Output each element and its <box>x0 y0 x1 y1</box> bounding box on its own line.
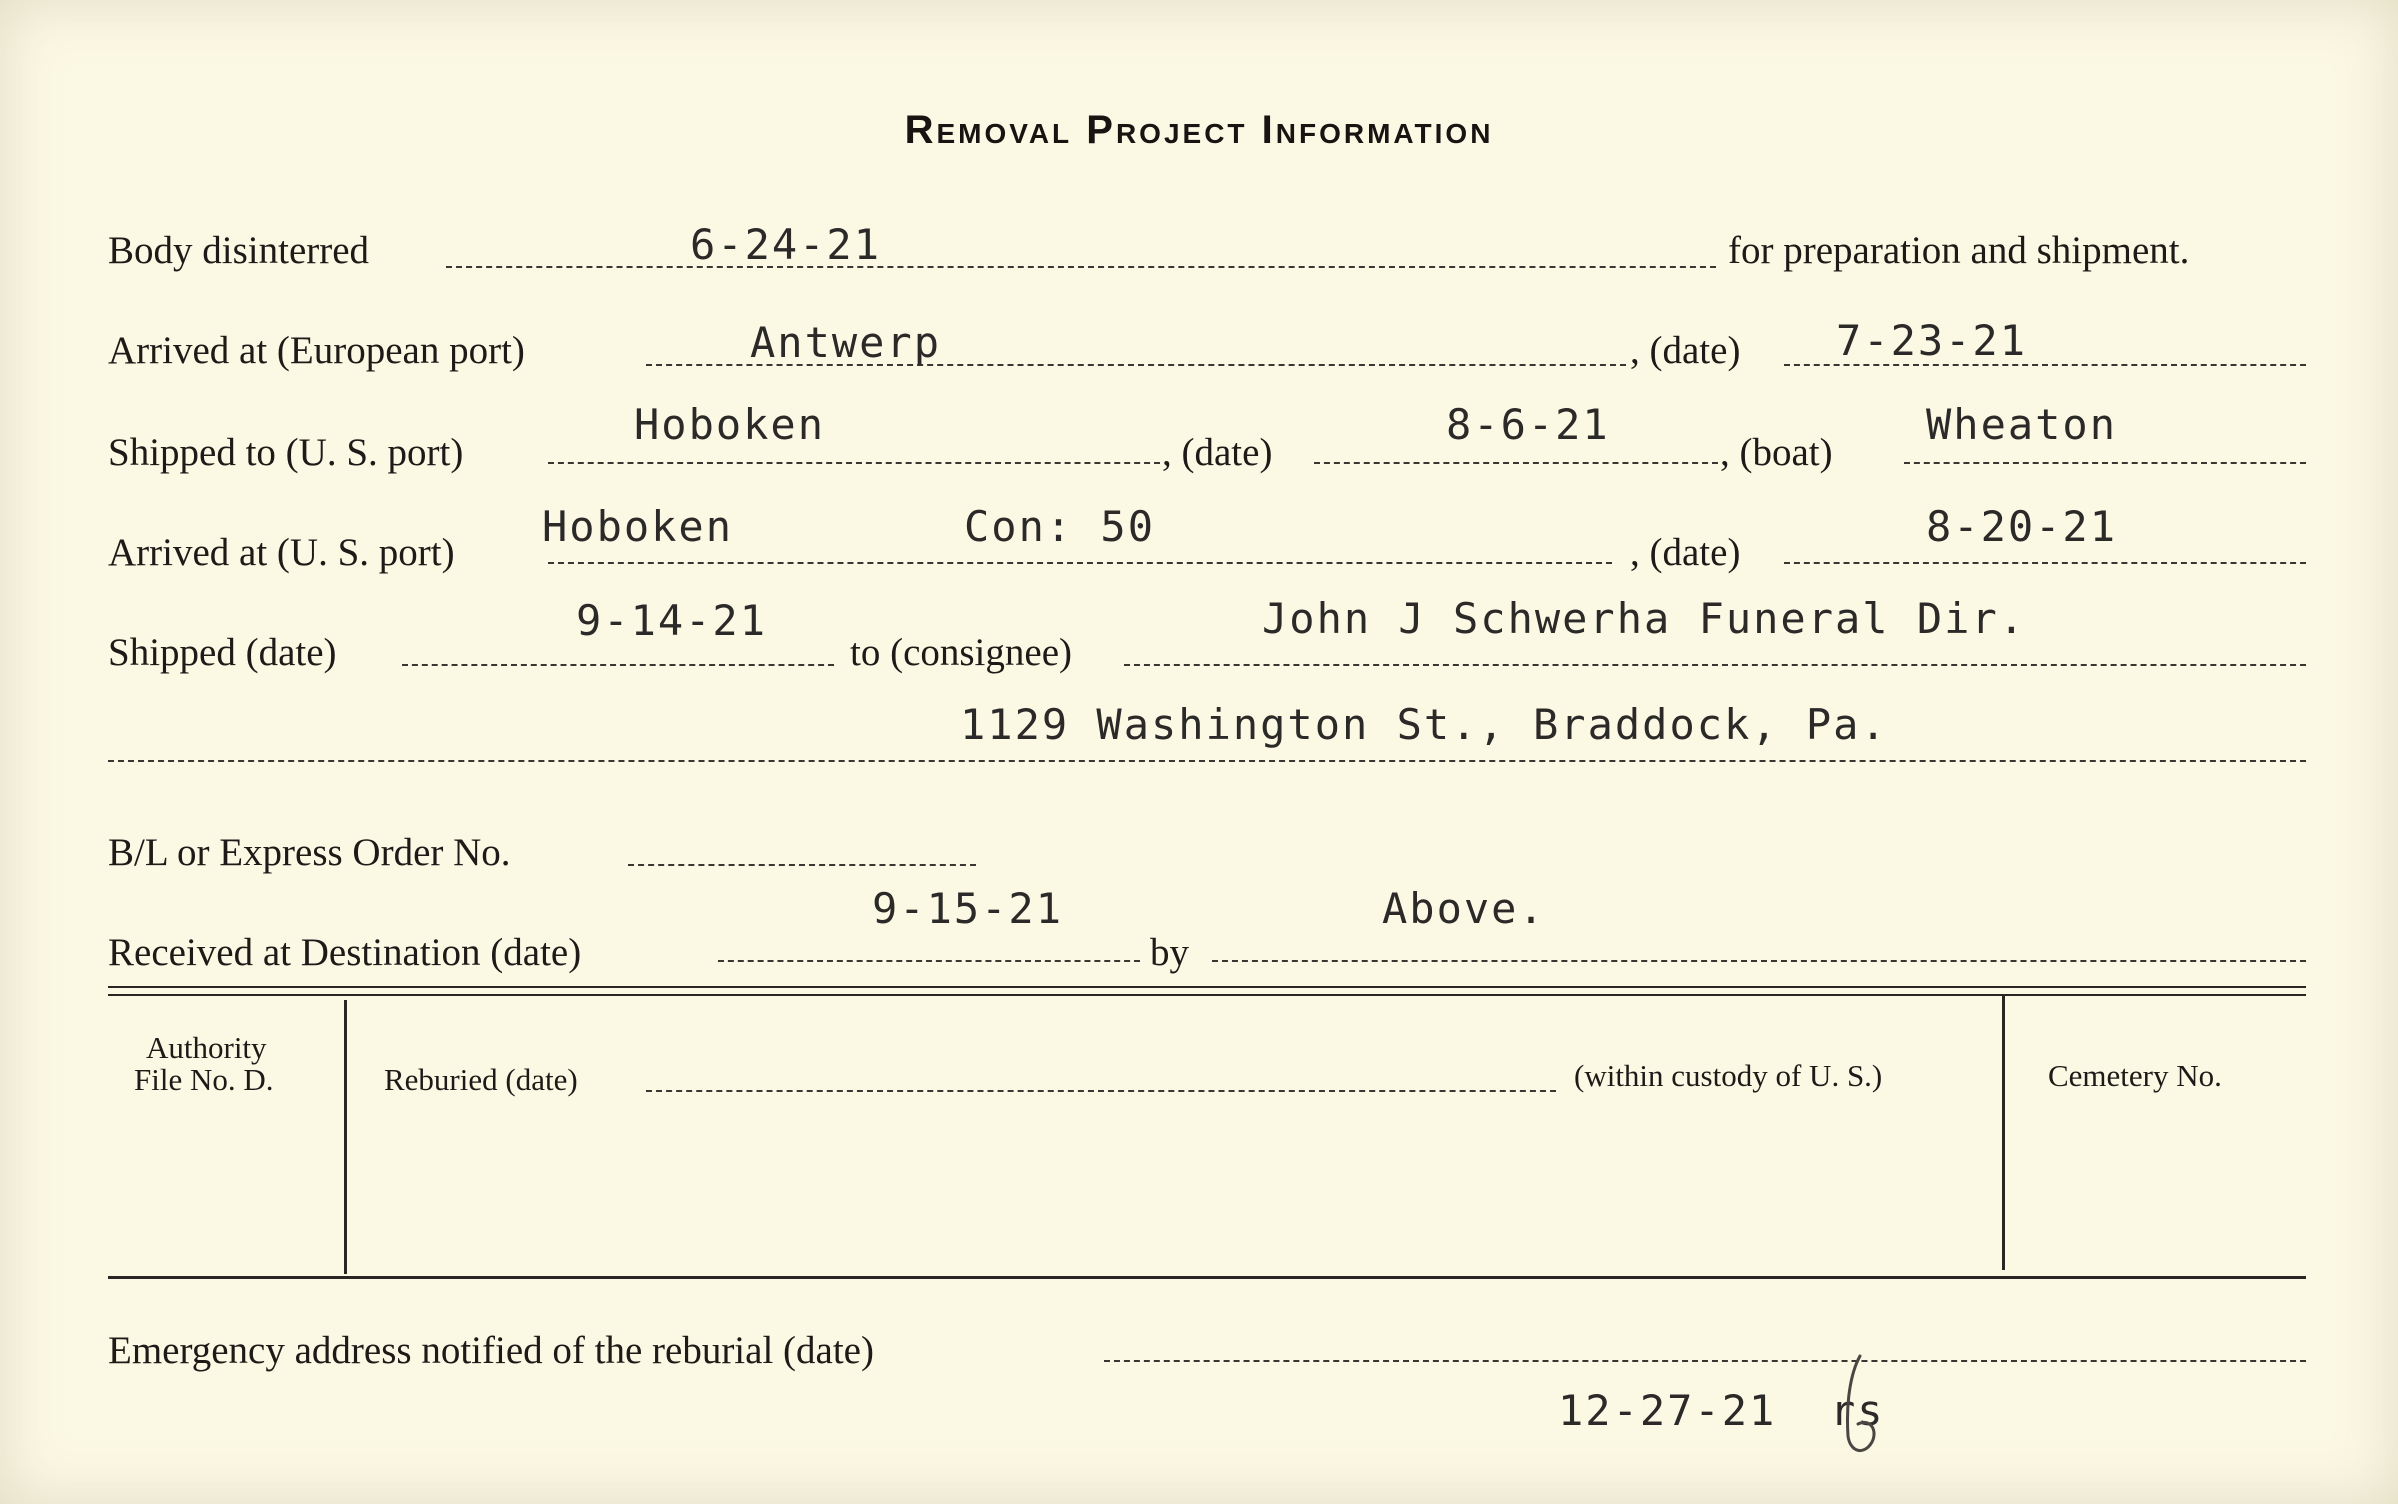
label-cemetery-no: Cemetery No. <box>2048 1058 2222 1093</box>
value-shipped-out-date: 9-14-21 <box>576 596 768 645</box>
label-date-2: , (date) <box>1162 431 1273 474</box>
handwritten-mark-icon <box>1820 1344 1900 1464</box>
line-bl-express <box>628 864 976 866</box>
value-us-port-arrived: Hoboken <box>542 502 734 551</box>
form-title: Removal Project Information <box>904 108 1494 152</box>
label-to-consignee: to (consignee) <box>850 631 1073 674</box>
line-shipped-date <box>1314 462 1718 464</box>
label-shipped-to-us: Shipped to (U. S. port) <box>108 431 464 474</box>
line-shipped-out-date <box>402 664 834 666</box>
label-date-3: , (date) <box>1630 531 1741 574</box>
value-consignee-address: 1129 Washington St., Braddock, Pa. <box>960 700 1888 749</box>
line-received-date <box>718 960 1140 962</box>
value-european-port: Antwerp <box>750 318 942 367</box>
value-disinterred-date: 6-24-21 <box>690 220 882 269</box>
line-consignee <box>1124 664 2306 666</box>
line-received-by <box>1212 960 2306 962</box>
value-initials: rs <box>1830 1386 1885 1435</box>
value-received-by: Above. <box>1382 884 1546 933</box>
line-us-port-shipped <box>548 462 1160 464</box>
label-arrived-european: Arrived at (European port) <box>108 329 525 372</box>
line-emergency-date <box>1104 1360 2306 1362</box>
label-bl-express: B/L or Express Order No. <box>108 831 511 874</box>
label-emergency: Emergency address notified of the reburial (date) <box>108 1329 874 1372</box>
label-received-dest: Received at Destination (date) <box>108 931 582 974</box>
value-con: Con: 50 <box>964 502 1156 551</box>
value-received-date: 9-15-21 <box>872 884 1064 933</box>
value-emergency-date: 12-27-21 <box>1558 1386 1777 1435</box>
value-arrived-date: 8-20-21 <box>1926 502 2118 551</box>
box-divider-right <box>2002 996 2005 1270</box>
value-european-date: 7-23-21 <box>1836 316 2028 365</box>
label-authority: Authority <box>146 1030 267 1065</box>
line-boat <box>1904 462 2306 464</box>
line-us-port-arrived <box>548 562 1612 564</box>
value-boat: Wheaton <box>1926 400 2118 449</box>
label-arrived-us: Arrived at (U. S. port) <box>108 531 455 574</box>
line-body-disinterred <box>446 266 1716 268</box>
label-shipped-date: Shipped (date) <box>108 631 337 674</box>
double-rule-bottom <box>108 994 2306 996</box>
label-boat: , (boat) <box>1720 431 1833 474</box>
line-reburied-date <box>646 1090 1556 1092</box>
label-within-custody: (within custody of U. S.) <box>1574 1058 1883 1093</box>
label-date-1: , (date) <box>1630 329 1741 372</box>
value-shipped-date: 8-6-21 <box>1446 400 1610 449</box>
label-body-disinterred: Body disinterred <box>108 229 370 272</box>
label-prep-shipment: for preparation and shipment. <box>1728 229 2190 272</box>
value-consignee: John J Schwerha Funeral Dir. <box>1262 594 2027 643</box>
label-file-no: File No. D. <box>134 1062 274 1097</box>
value-us-port-shipped: Hoboken <box>634 400 826 449</box>
line-arrived-date <box>1784 562 2306 564</box>
box-bottom-rule <box>108 1276 2306 1279</box>
label-reburied: Reburied (date) <box>384 1062 578 1097</box>
label-by: by <box>1150 931 1189 974</box>
box-divider-left <box>344 1000 347 1274</box>
line-consignee-address <box>108 760 2306 762</box>
double-rule-top <box>108 986 2306 988</box>
